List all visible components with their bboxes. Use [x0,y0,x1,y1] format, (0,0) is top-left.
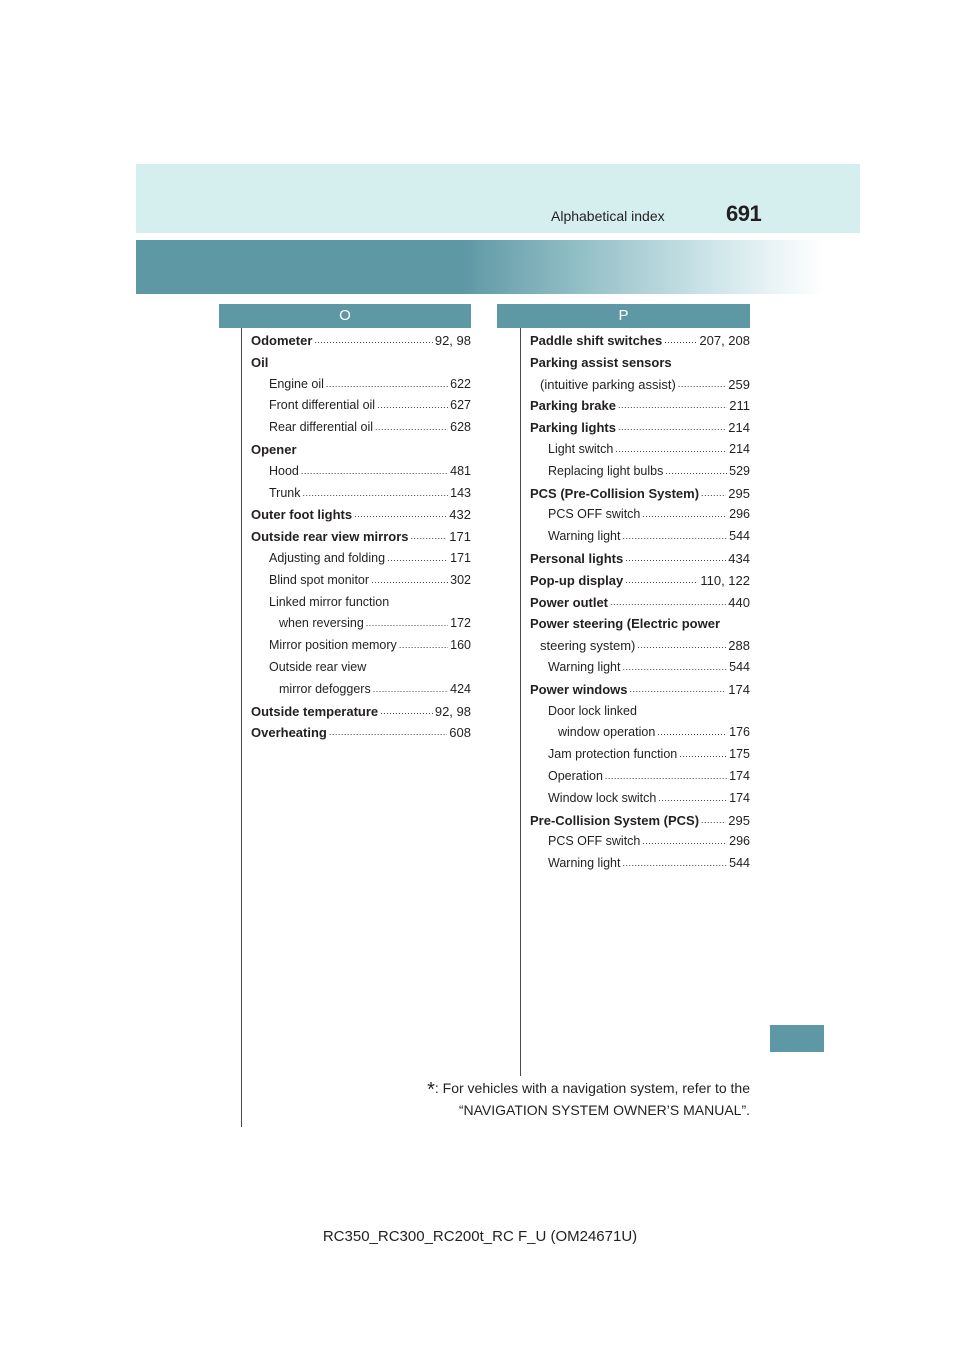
index-entry [251,657,471,679]
index-entry-term: Outside rear view mirrors [251,529,409,545]
index-entry [530,352,750,374]
index-entry-page[interactable]: 608 [449,725,471,741]
dot-leader [354,504,447,526]
index-entry-term: Door lock linked [548,703,637,718]
index-entry[interactable] [251,417,471,439]
index-column-p [530,330,750,875]
dot-leader [373,679,448,701]
index-entry-page[interactable]: 171 [449,529,471,545]
index-entry-page[interactable]: 424 [450,681,471,696]
index-entry[interactable] [251,635,471,657]
index-entry-term: Trunk [269,485,301,500]
index-entry-page[interactable]: 302 [450,572,471,587]
dot-leader [618,395,727,417]
index-entry [251,352,471,374]
dot-leader [701,483,726,505]
index-entry-term: PCS OFF switch [548,507,641,522]
index-entry[interactable] [530,526,750,548]
index-entry-page[interactable]: 214 [729,441,750,456]
index-entry-page[interactable]: 295 [728,812,750,828]
index-entry-page[interactable]: 544 [729,529,750,544]
index-entry-page[interactable]: 176 [729,725,750,740]
index-entry-page[interactable]: 295 [728,485,750,501]
index-entry-page[interactable]: 628 [450,420,471,435]
dot-leader [375,417,448,439]
index-entry-term: Overheating [251,725,327,741]
index-entry [251,592,471,614]
dot-leader [329,722,447,744]
dot-leader [377,395,448,417]
side-thumb-tab[interactable] [770,1025,824,1052]
index-entry[interactable] [251,461,471,483]
dot-leader [642,831,727,853]
index-entry[interactable] [251,395,471,417]
index-entry[interactable] [530,657,750,679]
index-entry[interactable] [251,679,471,701]
index-entry-term: Adjusting and folding [269,550,386,565]
index-entry[interactable] [530,548,750,570]
index-entry-term: Parking assist sensors [530,354,672,370]
index-entry[interactable] [251,548,471,570]
model-code: RC350_RC300_RC200t_RC F_U (OM24671U) [322,1228,638,1245]
index-entry-page[interactable]: 207, 208 [699,333,750,348]
dot-leader [679,744,727,766]
index-entry[interactable] [251,570,471,592]
index-entry[interactable] [530,504,750,526]
index-entry-page[interactable]: 481 [450,463,471,478]
index-entry-term: Window lock switch [548,790,657,805]
index-entry-term: Odometer [251,333,313,348]
dot-leader [658,788,727,810]
index-entry[interactable] [251,483,471,505]
index-entry-page[interactable]: 544 [729,856,750,871]
dot-leader [371,570,448,592]
index-entry-page[interactable]: 174 [729,790,750,805]
index-entry-page[interactable]: 627 [450,398,471,413]
dot-leader [623,657,728,679]
index-entry[interactable] [251,613,471,635]
page-number: 691 [726,201,762,226]
dot-leader [610,592,726,614]
index-entry-page[interactable]: 92, 98 [434,333,471,348]
index-entry-term: Oil [251,354,269,370]
index-entry-page[interactable]: 92, 98 [434,703,471,719]
index-entry-term: Pop-up display [530,572,624,588]
dot-leader [411,526,448,548]
index-entry-page[interactable]: 544 [729,659,750,674]
dot-leader [678,374,726,396]
dot-leader [605,766,727,788]
index-entry-term: Front differential oil [269,398,376,413]
index-entry[interactable] [530,592,750,614]
index-entry-page[interactable]: 622 [450,376,471,391]
index-entry[interactable] [530,635,750,657]
dot-leader [615,439,727,461]
index-entry[interactable] [530,439,750,461]
index-entry[interactable] [530,570,750,592]
index-entry-term: Blind spot monitor [269,572,370,587]
index-entry-page[interactable]: 110, 122 [700,572,750,588]
index-entry[interactable] [251,701,471,723]
dot-leader [301,461,448,483]
index-entry-page[interactable]: 174 [728,681,750,697]
index-entry-term: Opener [251,441,297,457]
index-entry-term: Outside temperature [251,703,379,719]
index-entry-term: PCS (Pre-Collision System) [530,485,700,501]
index-entry-page[interactable]: 529 [729,463,750,478]
index-entry-term: Warning light [548,659,621,674]
dot-leader [630,679,727,701]
dot-leader [387,548,448,570]
dot-leader [625,570,698,592]
index-entry-page[interactable]: 172 [450,616,471,631]
dot-leader [642,504,727,526]
index-entry[interactable] [251,330,471,352]
index-entry-page[interactable]: 432 [449,507,471,523]
footnote-line-2: “NAVIGATION SYSTEM OWNER’S MANUAL”. [458,1102,750,1118]
index-entry-term: Rear differential oil [269,420,373,435]
index-entry-term: Outer foot lights [251,507,353,523]
index-entry-page[interactable]: 440 [728,594,750,610]
dot-leader [380,701,433,723]
index-column-o [251,330,471,744]
index-entry-term: Personal lights [530,550,624,566]
index-entry[interactable] [530,374,750,396]
index-entry-term: Linked mirror function [269,594,390,609]
index-entry-term: Engine oil [269,376,324,391]
index-entry-page[interactable]: 175 [729,747,750,762]
index-entry-page[interactable]: 434 [728,550,750,566]
index-entry-page[interactable]: 259 [728,376,750,392]
index-entry[interactable] [530,395,750,417]
dot-leader [665,461,727,483]
dot-leader [637,635,726,657]
dot-leader [399,635,448,657]
index-entry-term: Operation [548,768,603,783]
section-header-o: O [219,304,471,328]
index-entry-term: Warning light [548,856,621,871]
index-entry-term: PCS OFF switch [548,834,641,849]
dot-leader [618,417,726,439]
index-entry-page[interactable]: 288 [728,638,750,654]
index-entry-page[interactable]: 171 [450,550,471,565]
index-entry[interactable] [530,744,750,766]
footnote [230,1078,750,1120]
index-entry-page[interactable]: 211 [729,398,750,414]
index-entry-term: when reversing [279,616,364,631]
page-title: Alphabetical index [551,208,665,224]
index-entry[interactable] [251,374,471,396]
index-entry-term: window operation [558,725,656,740]
index-entry-page[interactable]: 296 [729,834,750,849]
middle-column-rule [520,304,521,1076]
footnote-line-1: : For vehicles with a navigation system, refer to the [434,1080,750,1096]
index-entry[interactable] [530,679,750,701]
dot-leader [625,548,726,570]
index-entry[interactable] [251,526,471,548]
index-entry-term: Replacing light bulbs [548,463,664,478]
index-entry-term: (intuitive parking assist) [540,376,676,392]
section-header-p: P [497,304,750,328]
index-entry-term: Hood [269,463,299,478]
index-entry-term: Parking lights [530,420,616,436]
index-entry-term: steering system) [540,638,636,654]
dot-leader [366,613,448,635]
index-entry-page[interactable]: 296 [729,507,750,522]
index-entry-term: Light switch [548,441,614,456]
index-entry[interactable] [251,504,471,526]
index-entry-term: Mirror position memory [269,638,397,653]
index-entry-term: mirror defoggers [279,681,371,696]
index-entry-term: Parking brake [530,398,616,414]
dot-leader [303,483,449,505]
index-entry-term: Power windows [530,681,628,697]
index-entry[interactable] [530,766,750,788]
index-entry[interactable] [530,788,750,810]
index-entry-page[interactable]: 160 [450,638,471,653]
index-entry-term: Power steering (Electric power [530,616,721,632]
index-entry-term: Paddle shift switches [530,333,663,348]
index-entry[interactable] [251,722,471,744]
dot-leader [314,330,432,352]
footnote-marker: * [427,1079,435,1101]
dot-leader [657,722,727,744]
index-entry [251,439,471,461]
index-entry[interactable] [530,722,750,744]
dot-leader [326,374,448,396]
index-entry-page[interactable]: 214 [728,420,750,436]
index-entry [530,701,750,723]
index-entry [530,613,750,635]
index-entry-term: Warning light [548,529,621,544]
index-entry-term: Jam protection function [548,747,678,762]
index-entry[interactable] [530,483,750,505]
index-entry[interactable] [530,831,750,853]
index-entry-term: Outside rear view [269,659,367,674]
index-entry[interactable] [530,810,750,832]
index-entry[interactable] [530,853,750,875]
left-column-rule [241,304,242,1127]
index-entry[interactable] [530,417,750,439]
dot-leader [623,526,728,548]
dot-leader [664,330,697,352]
dot-leader [701,810,726,832]
decorative-gradient-band [136,240,860,294]
index-entry-term: Pre-Collision System (PCS) [530,812,700,828]
index-entry[interactable] [530,461,750,483]
index-entry-page[interactable]: 174 [729,768,750,783]
index-entry[interactable] [530,330,750,352]
index-entry-page[interactable]: 143 [450,485,471,500]
index-entry-term: Power outlet [530,594,609,610]
dot-leader [623,853,728,875]
